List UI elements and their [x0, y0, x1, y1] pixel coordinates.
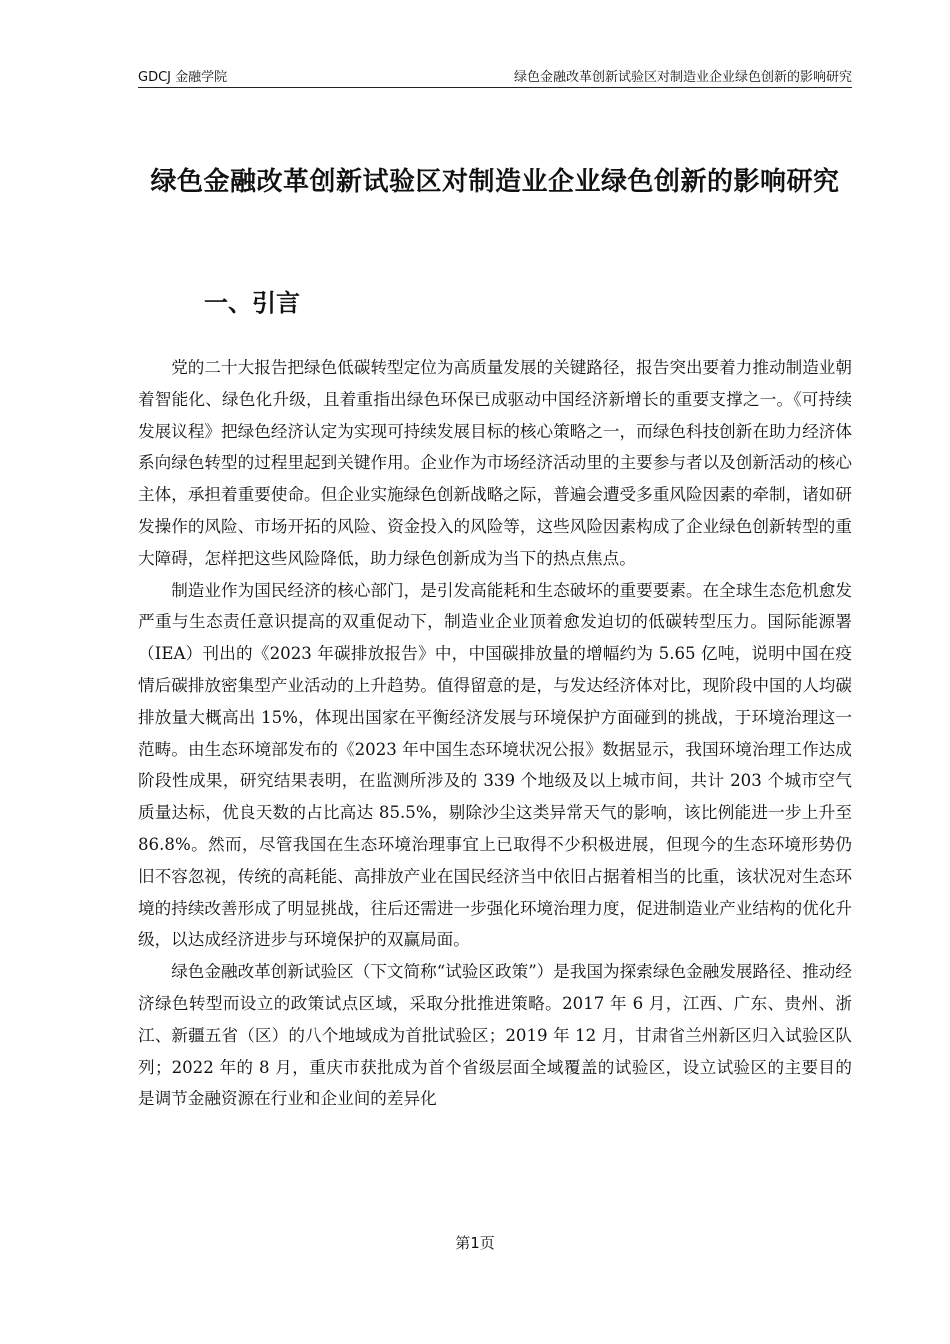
- running-header: [138, 68, 852, 88]
- page-number: 第1页: [455, 1234, 495, 1252]
- paragraph: 制造业作为国民经济的核心部门，是引发高能耗和生态破坏的重要要素。在全球生态危机愈发严重与生态责任意识提高的双重促动下，制造业企业顶着愈发迫切的低碳转型压力。国际能源署（IEA）刊出的《2023 年碳排放报告》中，中国碳排放量的增幅约为 5.65 亿吨，说明中国在疫情后碳排放密集型产业活动的上升趋势。值得留意的是，与发达经济体对比，现阶段中国的人均碳排放量大概高出 15%，体现出国家在平衡经济发展与环境保护方面碰到的挑战，于环境治理这一范畴。由生态环境部发布的《2023 年中国生态环境状况公报》数据显示，我国环境治理工作达成阶段性成果，研究结果表明，在监测所涉及的 339 个地级及以上城市间，共计 203 个城市空气质量达标，优良天数的占比高达 85.5%，剔除沙尘这类异常天气的影响，该比例能进一步上升至 86.8%。然而，尽管我国在生态环境治理事宜上已取得不少积极进展，但现今的生态环境形势仍旧不容忽视，传统的高耗能、高排放产业在国民经济当中依旧占据着相当的比重，该状况对生态环境的持续改善形成了明显挑战，往后还需进一步强化环境治理力度，促进制造业产业结构的优化升级，以达成经济进步与环境保护的双赢局面。: [138, 580, 852, 950]
- section-heading-introduction: 一、引言: [204, 289, 300, 317]
- paragraph: 党的二十大报告把绿色低碳转型定位为高质量发展的关键路径，报告突出要着力推动制造业朝着智能化、绿色化升级，且着重指出绿色环保已成驱动中国经济新增长的重要支撑之一。《可持续发展议程》把绿色经济认定为实现可持续发展目标的核心策略之一，而绿色科技创新在助力经济体系向绿色转型的过程里起到关键作用。企业作为市场经济活动里的主要参与者以及创新活动的核心主体，承担着重要使命。但企业实施绿色创新战略之际，普遍会遭受多重风险因素的牵制，诸如研发操作的风险、市场开拓的风险、资金投入的风险等，这些风险因素构成了企业绿色创新转型的重大障碍，怎样把这些风险降低，助力绿色创新成为当下的热点焦点。: [138, 358, 852, 568]
- body-text: [138, 352, 852, 1115]
- header-paper-title: 绿色金融改革创新试验区对制造业企业绿色创新的影响研究: [513, 70, 852, 85]
- header-divider: [138, 87, 852, 88]
- header-institution: GDCJ 金融学院: [138, 70, 228, 85]
- paragraph: 绿色金融改革创新试验区（下文简称“试验区政策”）是我国为探索绿色金融发展路径、推动经济绿色转型而设立的政策试点区域，采取分批推进策略。2017 年 6 月，江西、广东、贵州、浙江、新疆五省（区）的八个地域成为首批试验区；2019 年 12 月，甘肃省兰州新区归入试验区队列；2022 年的 8 月，重庆市获批成为首个省级层面全域覆盖的试验区，设立试验区的主要目的是调节金融资源在行业和企业间的差异化: [138, 962, 852, 1109]
- document-title: 绿色金融改革创新试验区对制造业企业绿色创新的影响研究: [150, 167, 840, 197]
